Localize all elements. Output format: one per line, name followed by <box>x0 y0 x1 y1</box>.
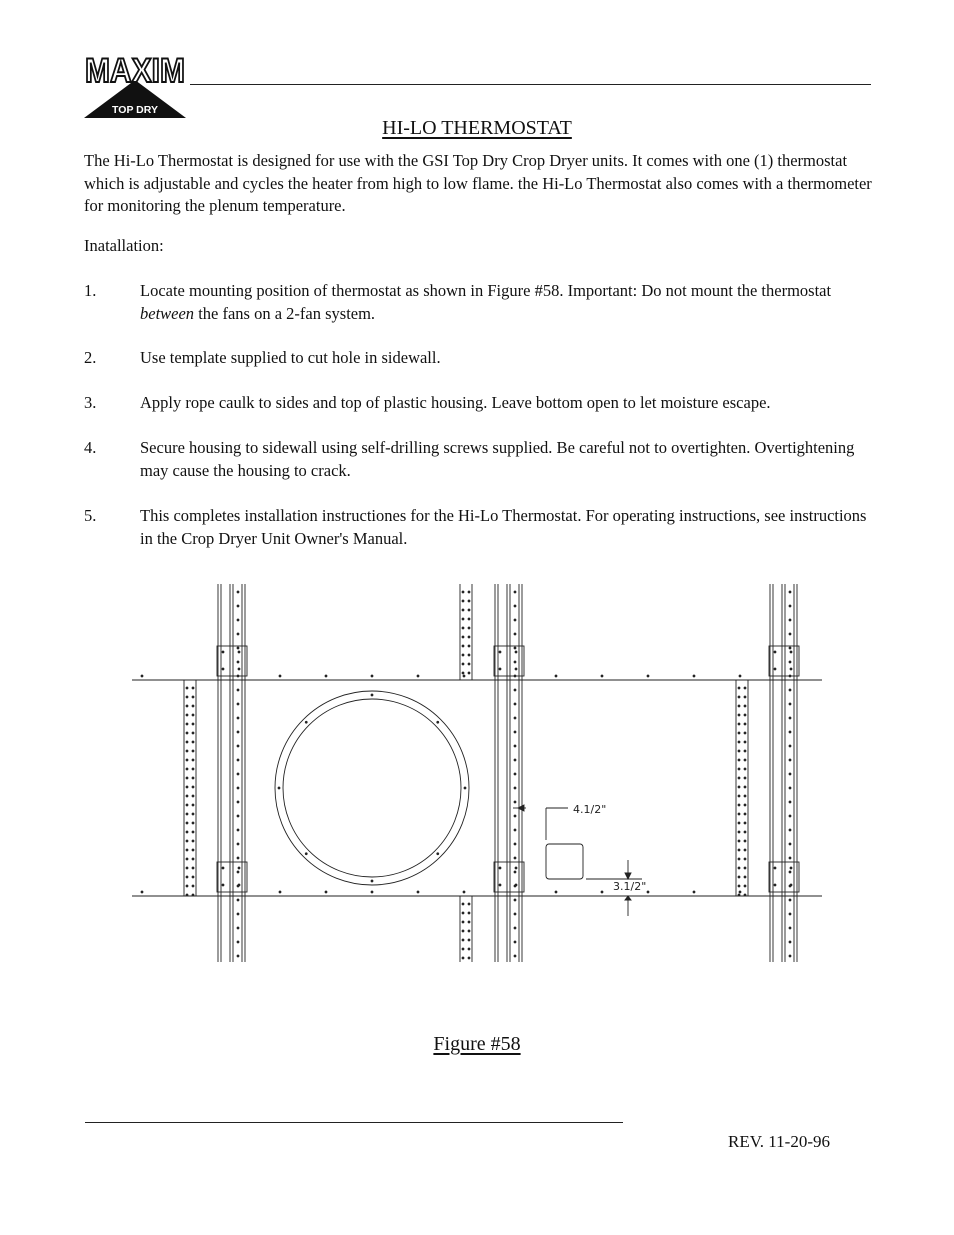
screw-hole <box>192 840 194 842</box>
screw-hole <box>237 759 239 761</box>
step-number: 3. <box>84 393 97 412</box>
screw-hole <box>468 957 470 959</box>
screw-hole <box>514 955 516 957</box>
screw-hole <box>744 714 746 716</box>
screw-hole <box>789 773 791 775</box>
maxim-top-dry-logo <box>82 52 188 120</box>
logo-brand: MAXIM <box>85 52 185 90</box>
screw-hole <box>305 721 307 723</box>
screw-hole <box>186 741 188 743</box>
screw-hole <box>790 651 792 653</box>
screw-hole <box>738 705 740 707</box>
screw-hole <box>514 773 516 775</box>
screw-hole <box>237 955 239 957</box>
screw-hole <box>186 732 188 734</box>
screw-hole <box>744 876 746 878</box>
screw-hole <box>744 822 746 824</box>
step-number: 1. <box>84 281 97 300</box>
screw-hole <box>186 894 188 896</box>
screw-hole <box>790 884 792 886</box>
screw-hole <box>601 675 603 677</box>
screw-hole <box>468 636 470 638</box>
screw-hole <box>514 759 516 761</box>
screw-hole <box>468 912 470 914</box>
screw-hole <box>462 948 464 950</box>
screw-hole <box>141 891 143 893</box>
screw-hole <box>744 705 746 707</box>
screw-hole <box>468 663 470 665</box>
screw-hole <box>186 804 188 806</box>
screw-hole <box>789 857 791 859</box>
screw-hole <box>738 813 740 815</box>
screw-hole <box>192 876 194 878</box>
screw-hole <box>514 843 516 845</box>
screw-hole <box>789 619 791 621</box>
screw-hole <box>468 645 470 647</box>
screw-hole <box>789 829 791 831</box>
screw-hole <box>192 831 194 833</box>
screw-hole <box>515 884 517 886</box>
screw-hole <box>789 801 791 803</box>
screw-hole <box>186 858 188 860</box>
screw-hole <box>222 668 224 670</box>
screw-hole <box>237 857 239 859</box>
screw-hole <box>738 777 740 779</box>
screw-hole <box>192 723 194 725</box>
screw-hole <box>514 647 516 649</box>
screw-hole <box>738 831 740 833</box>
screw-hole <box>325 675 327 677</box>
step-number: 2. <box>84 348 97 367</box>
thermostat-mounting-drawing <box>130 582 824 964</box>
screw-hole <box>186 696 188 698</box>
screw-hole <box>186 795 188 797</box>
screw-hole <box>647 675 649 677</box>
screw-hole <box>744 732 746 734</box>
screw-hole <box>514 605 516 607</box>
screw-hole <box>237 745 239 747</box>
screw-hole <box>555 675 557 677</box>
screw-hole <box>738 687 740 689</box>
screw-hole <box>222 867 224 869</box>
installation-heading: Inatallation: <box>84 236 164 255</box>
screw-hole <box>192 804 194 806</box>
screw-hole <box>192 813 194 815</box>
screw-hole <box>237 843 239 845</box>
screw-hole <box>499 867 501 869</box>
screw-hole <box>738 741 740 743</box>
screw-hole <box>738 723 740 725</box>
screw-hole <box>186 714 188 716</box>
screw-hole <box>186 822 188 824</box>
screw-hole <box>192 894 194 896</box>
screw-hole <box>192 705 194 707</box>
screw-hole <box>186 687 188 689</box>
screw-hole <box>237 941 239 943</box>
screw-hole <box>789 591 791 593</box>
screw-hole <box>186 840 188 842</box>
screw-hole <box>738 759 740 761</box>
screw-hole <box>514 745 516 747</box>
screw-hole <box>186 759 188 761</box>
screw-hole <box>738 840 740 842</box>
screw-hole <box>462 672 464 674</box>
screw-hole <box>325 891 327 893</box>
screw-hole <box>462 645 464 647</box>
screw-hole <box>693 891 695 893</box>
screw-hole <box>192 822 194 824</box>
screw-hole <box>192 732 194 734</box>
screw-hole <box>514 899 516 901</box>
screw-hole <box>514 703 516 705</box>
screw-hole <box>186 885 188 887</box>
screw-hole <box>238 651 240 653</box>
bracket <box>217 862 247 892</box>
screw-hole <box>279 891 281 893</box>
screw-hole <box>744 768 746 770</box>
screw-hole <box>464 787 466 789</box>
screw-hole <box>237 633 239 635</box>
screw-hole <box>237 661 239 663</box>
screw-hole <box>738 867 740 869</box>
screw-hole <box>744 849 746 851</box>
screw-hole <box>462 609 464 611</box>
screw-hole <box>468 672 470 674</box>
screw-hole <box>774 867 776 869</box>
bracket <box>494 646 524 676</box>
screw-hole <box>462 663 464 665</box>
screw-hole <box>789 787 791 789</box>
screw-hole <box>238 884 240 886</box>
screw-hole <box>192 849 194 851</box>
screw-hole <box>499 668 501 670</box>
screw-hole <box>789 647 791 649</box>
screw-hole <box>186 849 188 851</box>
screw-hole <box>192 885 194 887</box>
screw-hole <box>601 891 603 893</box>
screw-hole <box>738 714 740 716</box>
screw-hole <box>462 930 464 932</box>
screw-hole <box>417 675 419 677</box>
screw-hole <box>738 786 740 788</box>
screw-hole <box>744 696 746 698</box>
step-text: Locate mounting position of thermostat as shown in Figure #58. Important: Do not mount the thermostat between the fans on a 2-fan system. <box>140 281 832 323</box>
fan-opening-inner <box>283 699 461 877</box>
screw-hole <box>693 675 695 677</box>
screw-hole <box>515 867 517 869</box>
screw-hole <box>192 714 194 716</box>
screw-hole <box>237 815 239 817</box>
screw-hole <box>462 939 464 941</box>
screw-hole <box>468 591 470 593</box>
screw-hole <box>468 939 470 941</box>
screw-hole <box>371 880 373 882</box>
screw-hole <box>789 955 791 957</box>
screw-hole <box>499 651 501 653</box>
screw-hole <box>514 913 516 915</box>
screw-hole <box>462 600 464 602</box>
step-text: This completes installation instructiones for the Hi-Lo Thermostat. For operating instructions, see instructions in the Crop Dryer Unit Owner's Manual. <box>140 506 867 548</box>
screw-hole <box>789 717 791 719</box>
screw-hole <box>738 849 740 851</box>
screw-hole <box>462 654 464 656</box>
footer-rule <box>85 1122 623 1123</box>
screw-hole <box>789 899 791 901</box>
screw-hole <box>237 717 239 719</box>
bracket <box>494 862 524 892</box>
screw-hole <box>739 675 741 677</box>
screw-hole <box>738 732 740 734</box>
figure-caption: Figure #58 <box>433 1033 521 1055</box>
screw-hole <box>514 717 516 719</box>
screw-hole <box>744 741 746 743</box>
screw-hole <box>186 750 188 752</box>
screw-hole <box>789 633 791 635</box>
screw-hole <box>192 786 194 788</box>
step-number: 4. <box>84 438 97 457</box>
screw-hole <box>738 804 740 806</box>
screw-hole <box>789 941 791 943</box>
bracket <box>217 646 247 676</box>
screw-hole <box>774 668 776 670</box>
screw-hole <box>468 948 470 950</box>
screw-hole <box>237 647 239 649</box>
screw-hole <box>186 723 188 725</box>
screw-hole <box>192 777 194 779</box>
screw-hole <box>417 891 419 893</box>
step-text: Use template supplied to cut hole in sidewall. <box>140 348 441 367</box>
screw-hole <box>738 795 740 797</box>
screw-hole <box>186 876 188 878</box>
screw-hole <box>515 651 517 653</box>
screw-hole <box>468 654 470 656</box>
screw-hole <box>744 777 746 779</box>
screw-hole <box>738 876 740 878</box>
screw-hole <box>186 867 188 869</box>
screw-hole <box>514 787 516 789</box>
screw-hole <box>499 884 501 886</box>
screw-hole <box>789 689 791 691</box>
screw-hole <box>514 871 516 873</box>
screw-hole <box>515 668 517 670</box>
screw-hole <box>186 777 188 779</box>
screw-hole <box>371 891 373 893</box>
dim-vertical-label: 3.1/2" <box>613 880 647 893</box>
screw-hole <box>514 633 516 635</box>
screw-hole <box>789 815 791 817</box>
screw-hole <box>738 696 740 698</box>
screw-hole <box>437 853 439 855</box>
screw-hole <box>789 871 791 873</box>
screw-hole <box>514 619 516 621</box>
screw-hole <box>514 941 516 943</box>
screw-hole <box>237 801 239 803</box>
screw-hole <box>371 694 373 696</box>
screw-hole <box>789 605 791 607</box>
screw-hole <box>237 605 239 607</box>
screw-hole <box>437 721 439 723</box>
screw-hole <box>738 768 740 770</box>
screw-hole <box>237 787 239 789</box>
screw-hole <box>744 750 746 752</box>
screw-hole <box>186 705 188 707</box>
screw-hole <box>237 619 239 621</box>
screw-hole <box>744 759 746 761</box>
screw-hole <box>789 745 791 747</box>
screw-hole <box>774 884 776 886</box>
screw-hole <box>468 609 470 611</box>
screw-hole <box>141 675 143 677</box>
step-number: 5. <box>84 506 97 525</box>
screw-hole <box>514 815 516 817</box>
screw-hole <box>789 913 791 915</box>
screw-hole <box>738 885 740 887</box>
screw-hole <box>774 651 776 653</box>
screw-hole <box>462 912 464 914</box>
screw-hole <box>237 927 239 929</box>
fan-opening-outer <box>275 691 469 885</box>
screw-hole <box>186 831 188 833</box>
screw-hole <box>739 891 741 893</box>
screw-hole <box>279 675 281 677</box>
screw-hole <box>789 927 791 929</box>
screw-hole <box>462 921 464 923</box>
screw-hole <box>744 831 746 833</box>
screw-hole <box>222 651 224 653</box>
screw-hole <box>237 773 239 775</box>
screw-hole <box>514 857 516 859</box>
screw-hole <box>789 759 791 761</box>
screw-hole <box>305 853 307 855</box>
screw-hole <box>186 768 188 770</box>
screw-hole <box>237 899 239 901</box>
screw-hole <box>192 687 194 689</box>
screw-hole <box>192 750 194 752</box>
bracket <box>769 646 799 676</box>
screw-hole <box>738 858 740 860</box>
screw-hole <box>237 703 239 705</box>
screw-hole <box>514 829 516 831</box>
screw-hole <box>468 618 470 620</box>
intro-paragraph: The Hi-Lo Thermostat is designed for use with the GSI Top Dry Crop Dryer units. It comes with one (1) thermostat which is adjustable and cycles the heater from high to low flame. the Hi-Lo Thermostat also comes with a thermometer for monitoring the plenum temperature. <box>84 151 872 215</box>
screw-hole <box>744 804 746 806</box>
screw-hole <box>789 703 791 705</box>
screw-hole <box>278 787 280 789</box>
dim-horizontal-label: 4.1/2" <box>573 803 607 816</box>
screw-hole <box>238 668 240 670</box>
screw-hole <box>462 618 464 620</box>
screw-hole <box>371 675 373 677</box>
screw-hole <box>468 921 470 923</box>
screw-hole <box>744 723 746 725</box>
screw-hole <box>744 840 746 842</box>
screw-hole <box>744 867 746 869</box>
screw-hole <box>186 786 188 788</box>
logo-subtitle: TOP DRY <box>112 104 158 116</box>
screw-hole <box>514 731 516 733</box>
screw-hole <box>744 813 746 815</box>
screw-hole <box>192 768 194 770</box>
screw-hole <box>514 591 516 593</box>
screw-hole <box>463 891 465 893</box>
screw-hole <box>462 957 464 959</box>
screw-hole <box>462 636 464 638</box>
screw-hole <box>237 591 239 593</box>
screw-hole <box>555 891 557 893</box>
screw-hole <box>237 871 239 873</box>
screw-hole <box>744 858 746 860</box>
screw-hole <box>744 894 746 896</box>
screw-hole <box>192 858 194 860</box>
screw-hole <box>237 731 239 733</box>
screw-hole <box>462 627 464 629</box>
screw-hole <box>738 894 740 896</box>
screw-hole <box>468 627 470 629</box>
page-title: HI-LO THERMOSTAT <box>382 117 572 139</box>
screw-hole <box>192 696 194 698</box>
screw-hole <box>463 675 465 677</box>
screw-hole <box>514 689 516 691</box>
step-text: Secure housing to sidewall using self-drilling screws supplied. Be careful not to overtighten. Overtightening may cause the housing to crack. <box>140 438 855 480</box>
screw-hole <box>744 687 746 689</box>
screw-hole <box>462 903 464 905</box>
screw-hole <box>647 891 649 893</box>
screw-hole <box>514 801 516 803</box>
screw-hole <box>192 867 194 869</box>
revision-label: REV. 11-20-96 <box>728 1132 830 1151</box>
screw-hole <box>462 591 464 593</box>
screw-hole <box>514 927 516 929</box>
screw-hole <box>186 813 188 815</box>
screw-hole <box>237 829 239 831</box>
screw-hole <box>222 884 224 886</box>
screw-hole <box>790 867 792 869</box>
screw-hole <box>514 661 516 663</box>
screw-hole <box>790 668 792 670</box>
step-text: Apply rope caulk to sides and top of plastic housing. Leave bottom open to let moisture escape. <box>140 393 771 412</box>
screw-hole <box>744 885 746 887</box>
screw-hole <box>238 867 240 869</box>
thermostat-cutout <box>546 844 583 879</box>
screw-hole <box>744 795 746 797</box>
screw-hole <box>468 600 470 602</box>
screw-hole <box>744 786 746 788</box>
screw-hole <box>789 731 791 733</box>
screw-hole <box>192 759 194 761</box>
screw-hole <box>468 903 470 905</box>
header-rule <box>190 84 871 85</box>
screw-hole <box>192 795 194 797</box>
screw-hole <box>738 822 740 824</box>
screw-hole <box>789 843 791 845</box>
screw-hole <box>738 750 740 752</box>
screw-hole <box>468 930 470 932</box>
screw-hole <box>192 741 194 743</box>
screw-hole <box>237 913 239 915</box>
screw-hole <box>789 661 791 663</box>
screw-hole <box>237 689 239 691</box>
bracket <box>769 862 799 892</box>
